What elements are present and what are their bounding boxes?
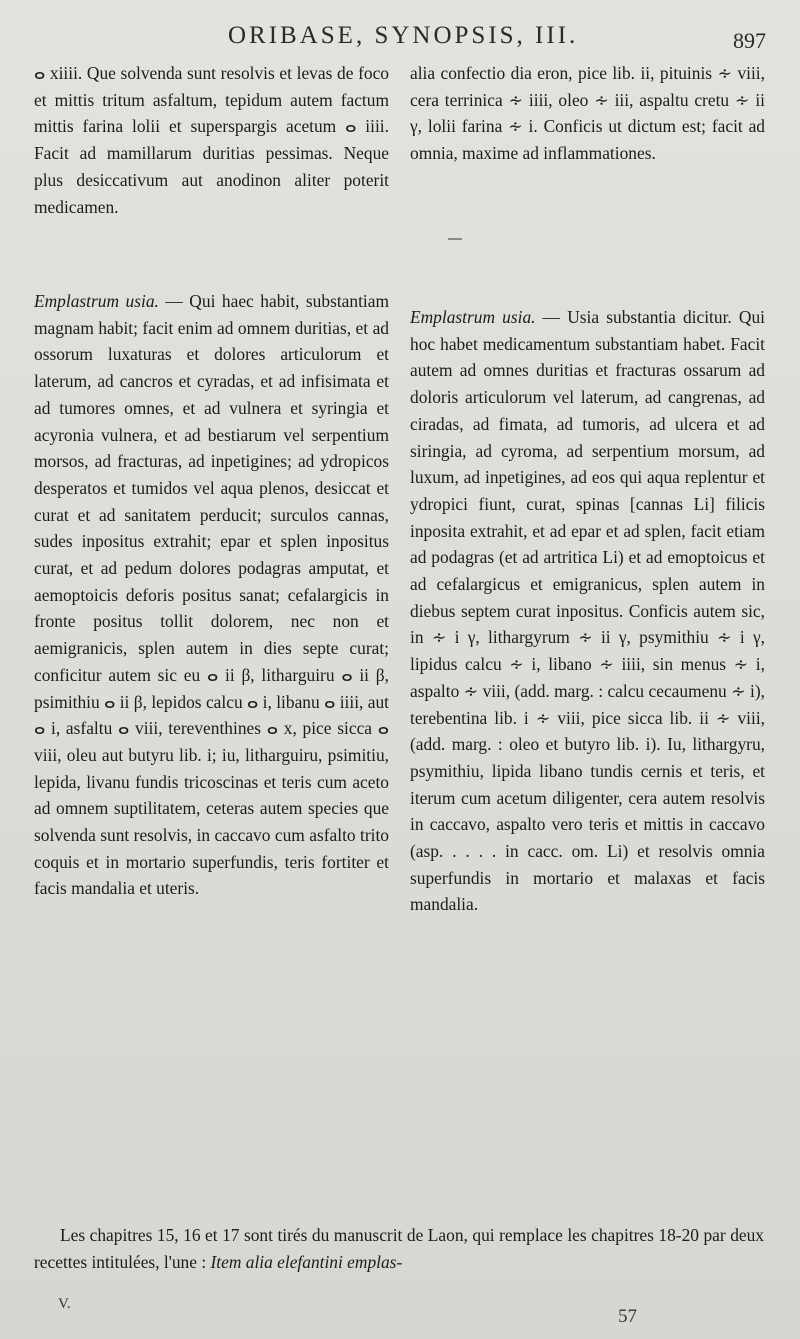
signature-mark-right: 57 [618, 1306, 637, 1327]
right-paragraph-2 [410, 304, 765, 918]
footnote-italic: Item alia elefantini emplas- [210, 1251, 403, 1272]
page-number: 897 [733, 28, 766, 53]
running-head [0, 22, 800, 56]
left-paragraph-1-text: ⴰ xiiii. Que solvenda sunt resolvis et levas de foco et mittis tritum asfaltum, tepidum autem factum mittis farina lolii et superspargis acetum ⴰ iiii. Facit ad mamillarum duritias pessimas. Neque plus desiccativum aut anodinon aliter poterit medicamen. [34, 63, 389, 217]
footnote [34, 1222, 764, 1275]
right-paragraph-1-text: alia confectio dia eron, pice lib. ii, pituinis ∻ viii, cera terrinica ∻ iiii, oleo ∻ iii, aspaltu cretu ∻ ii γ, lolii farina ∻ i. Conficis ut dictum est; facit ad omnia, maxime ad inflammationes. [410, 63, 765, 164]
right-recipe-body: — Usia substantia dicitur. Qui hoc habet medicamentum substantiam habet. Facit autem ad omnes duritias et fracturas ossarum ad doloris articulorum vel laterum, ad cangrenas, ad ciradas, ad fimata, ad tumoris, ad ulcera et ad siringia, ad cyroma, ad serpentium morsum, ad luxum, ad inpetigines, ad eos qui aqua replentur et ydropici fiunt, curat, spinas [cannas Li] filicis inposita extrahit, et ad epar et ad splen, facit etiam ad podagras (et ad artritica Li) et ad emoptoicus et ad cefalargicus et emigranicus, splen autem in diebus septem curat inpositus. Conficis autem sic, in ∻ i γ, lithargyrum ∻ ii γ, psymithiu ∻ i γ, lipidus calcu ∻ i, libano ∻ iiii, sin menus ∻ i, aspalto ∻ viii, (add. marg. : calcu cecaumenu ∻ i), terebentina lib. i ∻ viii, pice sicca lib. ii ∻ viii, (add. marg. : oleo et butyro lib. i). Iu, lithargyru, psymithiu, lipida libano tundis cernis et teris, et iterum cum acetum diligenter, cera autem resolvis in caccavo, aspalto vero teris et mittis in caccavo (asp. . . . . in cacc. om. Li) et resolvis omnia superfundis in mortario et malaxas et facis mandalia. [410, 307, 765, 915]
running-title: ORIBASE, SYNOPSIS, III. [228, 22, 579, 49]
footnote-text: Les chapitres 15, 16 et 17 sont tirés du manuscrit de Laon, qui remplace les chapitres 18-20 par deux recettes intitulées, l'une : [34, 1225, 764, 1272]
left-recipe-heading: Emplastrum usia. [34, 291, 159, 311]
signature-mark-left: V. [58, 1296, 71, 1312]
left-paragraph-2 [34, 288, 389, 902]
left-paragraph-2-text [34, 288, 389, 902]
left-paragraph-1 [34, 60, 389, 220]
right-column [410, 60, 765, 1190]
right-paragraph-1 [410, 60, 765, 167]
right-paragraph-2-text [410, 304, 765, 918]
left-column [34, 60, 389, 1190]
left-recipe-body: — Qui haec habit, substantiam magnam habit; facit enim ad omnem duritias, et ad ossorum luxaturas et dolores articulorum et laterum, ad cancros et cyradas, et ad infisimata et ad tumores omnes, et ad vulnera et syringia et acyronia vulnera, et ad bestiarum vel serpentium morsos, ad fracturas, ad inpetigines; ad ydropicos desperatos et tumidos vel aqua plenos, desiccat et curat et ad sanitatem perducit; surculos cannas, sudes inpositus extrahit; epar et splen inpositus curat, et ad pedum dolores podagras amputat, et aemoptoicis deforis positus sanat; cefalargicis in fronte positus tollit dolorem, nec non et aemigranicis, splen autem in dies septe curat; conficitur autem sic eu ⴰ ii β, litharguiru ⴰ ii β, psimithiu ⴰ ii β, lepidos calcu ⴰ i, libanu ⴰ iiii, aut ⴰ i, asfaltu ⴰ viii, tereventhines ⴰ x, pice sicca ⴰ viii, oleu aut butyru lib. i; iu, litharguiru, psimitiu, lepida, livanu fundis tricoscinas et teris cum aceto ad omnem suptilitatem, ceteras autem species que solvenda sunt resolvis, in caccavo cum asfalto trito coquis et in mortario superfundis, teris fortiter et facis mandalia et uteris. [34, 291, 389, 899]
right-recipe-heading: Emplastrum usia. [410, 307, 536, 327]
